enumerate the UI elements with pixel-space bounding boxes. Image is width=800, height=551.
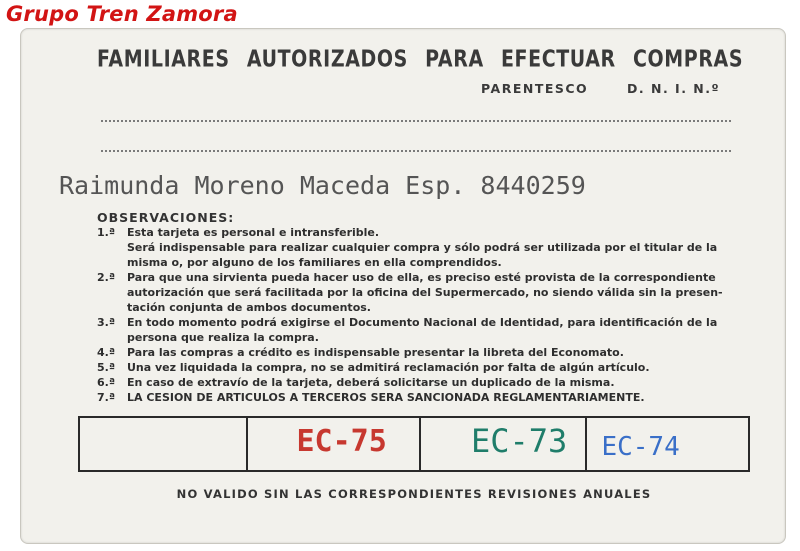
observation-text-line: tación conjunta de ambos documentos. bbox=[127, 301, 371, 314]
observation-item bbox=[97, 360, 737, 375]
observation-text-line: persona que realiza la compra. bbox=[127, 331, 319, 344]
observation-text-line: Para las compras a crédito es indispensable presentar la libreta del Economato. bbox=[127, 346, 624, 359]
revision-stamp-green: EC-73 bbox=[470, 422, 568, 460]
observation-item bbox=[97, 270, 737, 315]
observation-number: 4.ª bbox=[97, 346, 116, 359]
observation-item bbox=[97, 375, 737, 390]
observations-list bbox=[97, 225, 737, 405]
id-column-header: D. N. I. N.º bbox=[627, 81, 721, 96]
observation-number: 7.ª bbox=[97, 391, 116, 404]
observation-number: 1.ª bbox=[97, 226, 116, 239]
observation-text-line: autorización que será facilitada por la oficina del Supermercado, no siendo válida sin la presen- bbox=[127, 286, 723, 299]
revision-stamp-table bbox=[78, 416, 750, 472]
blank-entry-line-1 bbox=[101, 120, 731, 122]
observation-number: 5.ª bbox=[97, 361, 116, 374]
typed-family-member-entry: Raimunda Moreno Maceda Esp. 8440259 bbox=[59, 171, 586, 200]
revision-cell-2 bbox=[421, 418, 588, 470]
observation-text-line: Una vez liquidada la compra, no se admitirá reclamación por falta de algún artículo. bbox=[127, 361, 650, 374]
observation-text-line: Para que una sirvienta pueda hacer uso de ella, es preciso esté provista de la correspondiente bbox=[127, 271, 716, 284]
revision-stamp-red: EC-75 bbox=[296, 424, 387, 459]
observation-item bbox=[97, 225, 737, 270]
observation-text-line: LA CESION DE ARTICULOS A TERCEROS SERA SANCIONADA REGLAMENTARIAMENTE. bbox=[127, 391, 645, 404]
observation-item bbox=[97, 315, 737, 345]
revision-cell-3 bbox=[587, 418, 748, 470]
observation-number: 3.ª bbox=[97, 316, 116, 329]
card-title: FAMILIARES AUTORIZADOS PARA EFECTUAR COMPRAS bbox=[97, 46, 744, 73]
observation-text-line: Esta tarjeta es personal e intransferible. bbox=[127, 226, 380, 239]
revision-cell-1 bbox=[248, 418, 420, 470]
observation-number: 2.ª bbox=[97, 271, 116, 284]
blank-entry-line-2 bbox=[101, 150, 731, 152]
revision-stamp-blue: EC-74 bbox=[601, 432, 680, 462]
observation-item bbox=[97, 390, 737, 405]
observation-text-line: En todo momento podrá exigirse el Documento Nacional de Identidad, para identificación de la bbox=[127, 316, 718, 329]
observation-number: 6.ª bbox=[97, 376, 116, 389]
observation-text-line: misma o, por alguno de los familiares en ella comprendidos. bbox=[127, 256, 502, 269]
observation-item bbox=[97, 345, 737, 360]
watermark-text: Grupo Tren Zamora bbox=[6, 2, 238, 26]
observation-text-line: En caso de extravío de la tarjeta, deberá solicitarse un duplicado de la misma. bbox=[127, 376, 615, 389]
authorization-card bbox=[20, 28, 786, 544]
relationship-column-header: PARENTESCO bbox=[481, 81, 589, 96]
observations-heading: OBSERVACIONES: bbox=[97, 210, 235, 225]
revision-cell-empty bbox=[80, 418, 248, 470]
observation-text-line: Será indispensable para realizar cualquier compra y sólo podrá ser utilizada por el titular de la bbox=[127, 241, 718, 254]
validity-footer: NO VALIDO SIN LAS CORRESPONDIENTES REVISIONES ANUALES bbox=[176, 487, 652, 501]
